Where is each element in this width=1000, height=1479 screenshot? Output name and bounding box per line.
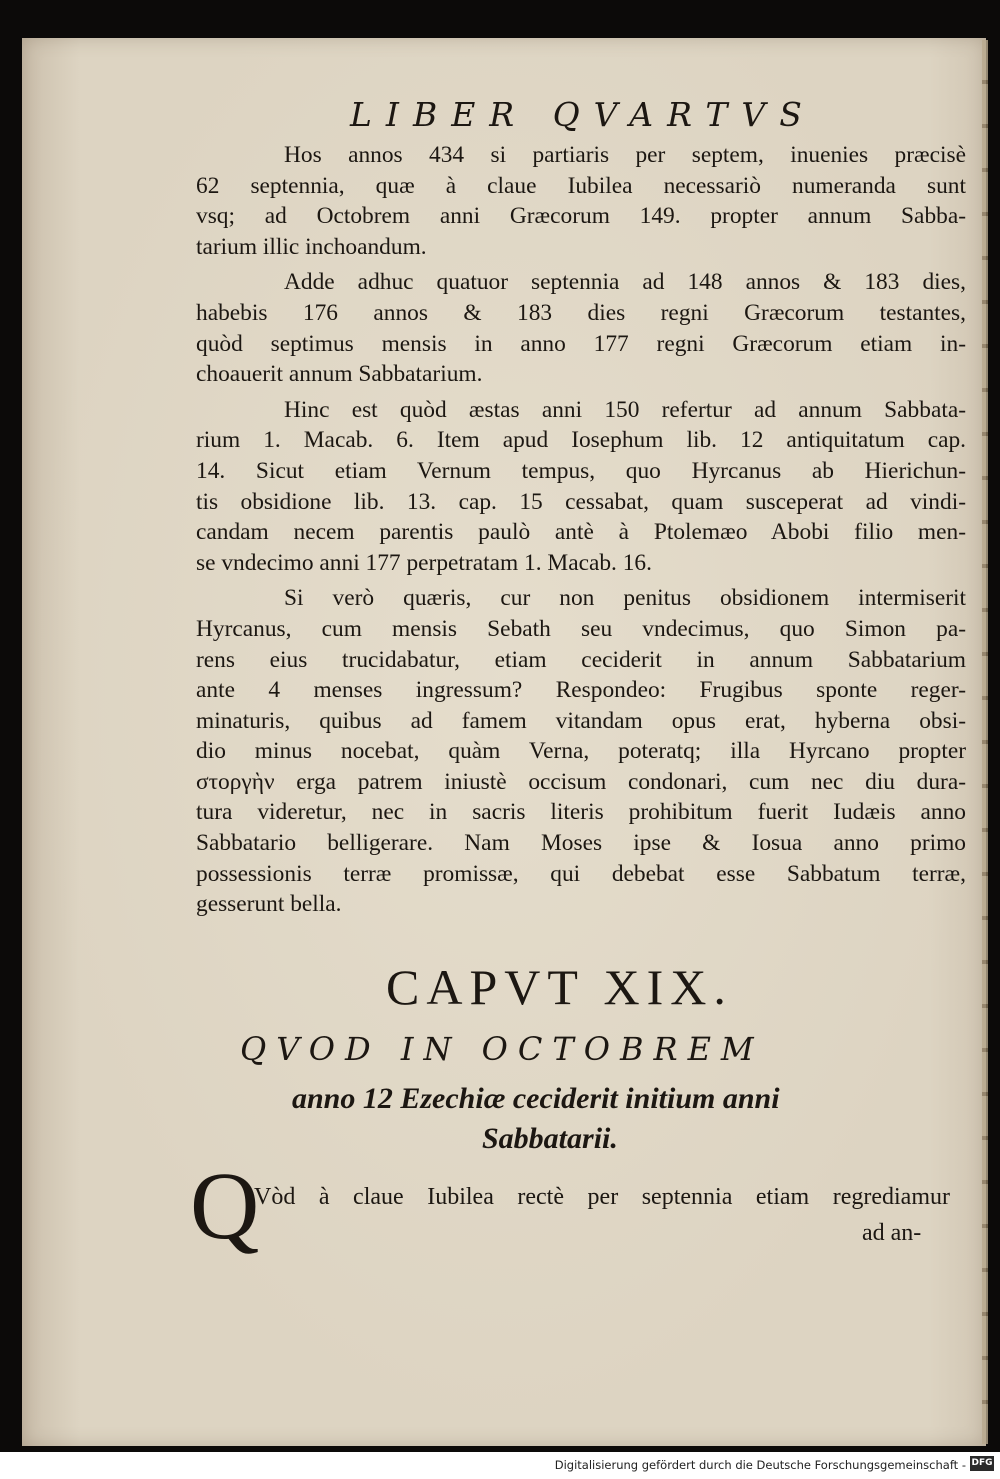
text-line: tis obsidione lib. 13. cap. 15 cessabat, quam susceperat ad vindi-: [196, 488, 966, 515]
text-line: Hyrcanus, cum mensis Sebath seu vndecimus, quo Simon pa-: [196, 615, 966, 642]
paragraph-2: [196, 267, 966, 389]
text-line: Si verò quæris, cur non penitus obsidionem intermiserit: [284, 585, 966, 612]
text-line: habebis 176 annos & 183 dies regni Græcorum testantes,: [196, 299, 966, 326]
page-edge: [982, 40, 988, 1444]
catchword: ad an-: [862, 1220, 922, 1246]
text-line: Adde adhuc quatuor septennia ad 148 annos & 183 dies,: [284, 269, 966, 296]
text-line: tura videretur, nec in sacris literis prohibitum fuerit Iudæis anno: [196, 799, 966, 826]
chapter-title: CAPVT XIX.: [386, 959, 733, 1015]
chapter-subtitle-line: Sabbatarii.: [482, 1122, 618, 1155]
text-line: se vndecimo anni 177 perpetratam 1. Macab. 16.: [196, 549, 652, 576]
text-line: choauerit annum Sabbatarium.: [196, 361, 483, 388]
text-line: rium 1. Macab. 6. Item apud Iosephum lib. 12 antiquitatum cap.: [196, 427, 966, 454]
text-line: dio minus nocebat, quàm Verna, poteratq; illa Hyrcano propter: [196, 738, 966, 765]
paragraph-3: [196, 395, 966, 579]
chapter-body-line: Vòd à claue Iubilea rectè per septennia etiam regrediamur: [254, 1184, 950, 1210]
text-line: Hinc est quòd æstas anni 150 refertur ad annum Sabbata-: [284, 396, 966, 423]
text-line: possessionis terræ promissæ, qui debebat esse Sabbatum terræ,: [196, 860, 966, 887]
drop-cap: Q: [190, 1152, 260, 1259]
chapter-subtitle: QVOD IN OCTOBREM: [240, 1030, 764, 1068]
text-line: rens eius trucidabatur, etiam ceciderit in annum Sabbatarium: [196, 646, 966, 673]
dfg-logo: DFG: [970, 1456, 994, 1471]
text-line: gesserunt bella.: [196, 891, 342, 918]
paragraph-4: [196, 583, 966, 920]
text-line: quòd septimus mensis in anno 177 regni Græcorum etiam in-: [196, 330, 966, 357]
text-line: 14. Sicut etiam Vernum tempus, quo Hyrcanus ab Hierichun-: [196, 457, 966, 484]
text-line: Sabbatario belligerare. Nam Moses ipse & Iosua anno primo: [196, 830, 966, 857]
text-line: vsq; ad Octobrem anni Græcorum 149. propter annum Sabba-: [196, 203, 966, 230]
text-line: 62 septennia, quæ à claue Iubilea necessariò numeranda sunt: [196, 172, 966, 199]
footer-credit: Digitalisierung gefördert durch die Deutsche Forschungsgemeinschaft -: [554, 1458, 966, 1472]
body-text: [196, 140, 966, 920]
text-line: ante 4 menses ingressum? Respondeo: Frugibus sponte reger-: [196, 677, 966, 704]
text-line: στοργὴν erga patrem iniustè occisum condonari, cum nec diu dura-: [196, 768, 966, 795]
paragraph-1: [196, 140, 966, 262]
text-line: minaturis, quibus ad famem vitandam opus erat, hyberna obsi-: [196, 707, 966, 734]
text-line: candam necem parentis paulò antè à Ptolemæo Abobi filio men-: [196, 519, 966, 546]
text-line: Hos annos 434 si partiaris per septem, inuenies præcisè: [284, 142, 966, 168]
running-head: LIBER QVARTVS: [350, 95, 816, 134]
text-line: tarium illic inchoandum.: [196, 233, 427, 260]
chapter-subtitle-line: anno 12 Ezechiæ ceciderit initium anni: [292, 1082, 780, 1115]
